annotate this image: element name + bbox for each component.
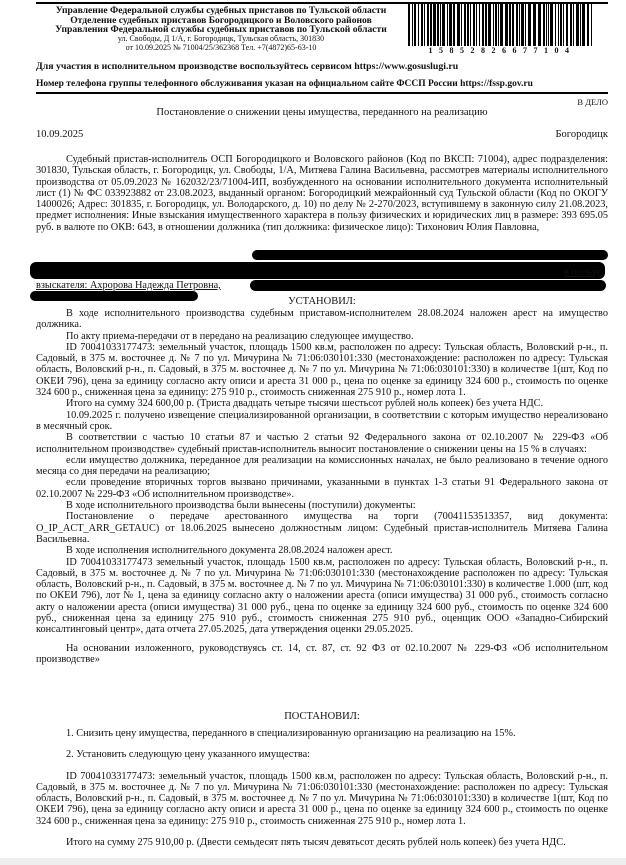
v-delo-mark: В ДЕЛО [577, 97, 608, 107]
redaction [252, 250, 608, 260]
established-section [36, 308, 608, 665]
barcode-stripe [550, 4, 553, 46]
barcode-stripe [421, 4, 423, 46]
document-date: 10.09.2025 [36, 129, 84, 140]
barcode-stripe [473, 4, 475, 46]
barcode-stripe [525, 4, 526, 46]
barcode-stripe [576, 4, 579, 46]
barcode-stripe [412, 4, 413, 46]
established-heading: УСТАНОВИЛ: [288, 296, 356, 307]
barcode-stripe [546, 4, 547, 46]
barcode-stripe [447, 4, 448, 46]
creditor-text: взыскателя: Ахророва Надежда Петровна, [36, 280, 221, 291]
barcode-stripe [461, 4, 462, 46]
barcode-stripe [570, 4, 572, 46]
org-line: Управления Федеральной службы судебных приставов по Тульской области [55, 24, 387, 36]
barcode-stripe [479, 4, 480, 46]
barcode-stripe [424, 4, 425, 46]
resolution-total: Итого на сумму 275 910,00 р. (Двести семьдесят пять тысяч девятьсот десять рублей ноль копеек) без учета НДС. [66, 837, 566, 849]
letterhead [36, 6, 406, 53]
redaction [30, 262, 605, 279]
barcode-stripe [485, 4, 487, 46]
barcode-stripe [488, 4, 491, 46]
paragraph: Постановление о передаче арестованного имущества на торги (70041153513357, вид документа: O_IP_ACT_ARR_GETAUC) от 18.06.2025 вынесено должностным лицом: Судебный пристав-исполнитель Митяева Галина Васильевна. [36, 511, 608, 545]
paragraph: ID 70041033177473 земельный участок, площадь 1500 кв.м, расположен по адресу: Тульская область, Воловский р-н., п. Садовый, в 375 м. восточнее д. № 7 по ул. Мичурина № 71:06:030101:330 (местонахождение расположен по адресу: Тульская область, Воловский р-н., п. Садовый, в 375 м. восточнее д. № 7 по ул. Мичурина № 71:06:030101:330) в количестве 1.000 (шт, код по ОКЕИ 796), лот № 1, цена за единицу согласно акту о наложении ареста (описи имущества) 31 000 руб., стоимость согласно акту о наложении ареста (описи имущества) 31 000 руб., цена по оценке за единицу 324 600 руб., стоимость по оценке 324 600 руб., сниженная цена за единицу 275 910 руб., стоимость сниженная 275 910 руб., оценщик ООО «Западно-Сибирский консалтинговый центр», дата отчета 27.05.2025, дата утверждения оценки 29.05.2025. [36, 556, 608, 636]
barcode-stripe [437, 4, 439, 46]
barcode-stripe [408, 4, 410, 46]
barcode-stripe [433, 4, 436, 46]
barcode-image [408, 4, 596, 46]
org-address: ул. Свободы, Д 1/А, г. Богородицк, Тульская область, 301830 [117, 34, 325, 44]
barcode-stripe [538, 4, 541, 46]
barcode-stripe [476, 4, 477, 46]
intro-paragraph [36, 154, 608, 233]
intro-text: Судебный пристав-исполнитель ОСП Богородицкого и Воловского районов (Код по ВКСП: 71004), адрес подразделения: 301830, Тульская область, г. Богородицк, ул. Свободы, 1/А, Митяева Галина Васильевна, рассмотрев материалы исполнительного производства от 05.09.2023 № 162032/23/71004-ИП, возбужденного на основании исполнительного документа исполнительный лист (1) № ФС 033923882 от 23.08.2023, выданный органом: Богородицкий межрайонный суд Тульской области (Код по ОКОГУ 1400026; Адрес: 301835, г. Богородицк, ул. Володарского, д. 10) по делу № 2-270/2023, вступившему в законную силу 21.08.2023, предмет исполнения: Иные взыскания имущественного характера в пользу физических и юридических лиц в размере: 393 695.05 руб. в валюте по ОКВ: 643, в отношении должника (тип должника: физическое лицо): Тихонович Юлия Павловна, [36, 154, 608, 233]
org-line: Управление Федеральной службы судебных приставов по Тульской области [55, 5, 387, 16]
barcode-stripe [430, 4, 432, 46]
resolution-item: 1. Снизить цену имущества, переданного в специализированную организацию на реализацию на 15%. [66, 728, 516, 739]
barcode-stripe [442, 4, 445, 46]
barcode-stripe [509, 4, 511, 46]
barcode-stripe [555, 4, 556, 46]
org-line: Отделение судебных приставов Богородицкого и Воловского районов [70, 14, 372, 26]
paragraph: В ходе исполнения исполнительного документа 28.08.2024 наложен арест. [66, 545, 393, 557]
barcode-stripe [533, 4, 536, 46]
barcode-stripe [457, 4, 460, 46]
in-favor-text: в пользу [564, 267, 601, 278]
barcode-digits: 15852826677104 [428, 46, 576, 55]
header-rule [36, 92, 608, 94]
paragraph: 10.09.2025 г. получено извещение специализированной организации, в соответствии с которым имущество нереализовано в месячный срок. [36, 409, 608, 432]
barcode-stripe [516, 4, 518, 46]
paragraph: Итого на сумму 324 600,00 р. (Триста двадцать четыре тысячи шестьсот рублей ноль копеек) без учета НДС. [66, 398, 544, 410]
basis-paragraph: На основании изложенного, руководствуясь ст. 14, ст. 87, ст. 92 ФЗ от 02.10.2007 № 229-ФЗ «Об исполнительном производстве» [36, 642, 608, 665]
redaction [250, 280, 606, 291]
barcode-stripe [498, 4, 499, 46]
barcode-stripe [558, 4, 559, 46]
barcode-stripe [512, 4, 514, 46]
barcode-stripe [427, 4, 429, 46]
page-bottom-edge [0, 858, 626, 865]
barcode-stripe [548, 4, 549, 46]
barcode-stripe [470, 4, 471, 46]
phone-note: Номер телефона группы телефонного обслуживания указан на официальном сайте ФССП России https://fssp.gov.ru [36, 79, 533, 89]
barcode-stripe [582, 4, 585, 46]
barcode-stripe [464, 4, 466, 46]
barcode-stripe [449, 4, 452, 46]
paragraph: По акту приема-передачи от в передано на реализацию следующее имущество. [66, 330, 414, 342]
paragraph: В ходе исполнительного производства судебным приставом-исполнителем 28.08.2024 наложен арест на имущество должника. [36, 308, 608, 331]
barcode-stripe [560, 4, 562, 46]
barcode-stripe [587, 4, 589, 46]
barcode-stripe [528, 4, 531, 46]
paragraph: В соответствии с частью 10 статьи 87 и частью 2 статьи 92 Федерального закона от 02.10.2007 № 229-ФЗ «Об исполнительном производстве» судебный пристав-исполнитель выносит постановление о снижении цены на 15 % в случаях: [36, 432, 608, 455]
barcode-stripe [505, 4, 508, 46]
barcode-stripe [591, 4, 592, 46]
barcode-stripe [519, 4, 520, 46]
gosuslugi-note: Для участия в исполнительном производстве воспользуйтесь сервисом https://www.gosuslugi.ru [36, 61, 459, 72]
barcode-stripe [500, 4, 503, 46]
paragraph: если проведение вторичных торгов вызвано причинами, указанными в пунктах 1-3 статьи 91 Федерального закона от 02.10.2007 № 229-ФЗ «Об исполнительном производстве». [36, 477, 608, 500]
resolved-section [36, 728, 608, 848]
barcode-stripe [418, 4, 419, 46]
barcode-stripe [563, 4, 564, 46]
barcode-stripe [414, 4, 416, 46]
paragraph: ID 70041033177473: земельный участок, площадь 1500 кв.м, расположен по адресу: Тульская область, Воловский р-н., п. Садовый, в 375 м. восточнее д. № 7 по ул. Мичурина № 71:06:030101:330 (местонахождение: расположен по адресу: Тульская область, Воловский р-н., п. Садовый, в 375 м. восточнее д. № 7 по ул. Мичурина № 71:06:030101:330) в количестве 1(шт, Код по ОКЕИ 796), цена за единицу согласно акту описи и ареста 31 000 р., цена по оценке за единицу 324 600 р., стоимость по оценке 324 600 р., сниженная цена за единицу: 275 910 р., стоимость сниженная 275 910 р., номер лота 1. [36, 341, 608, 399]
barcode-stripe [573, 4, 574, 46]
barcode-stripe [453, 4, 455, 46]
barcode-stripe [467, 4, 469, 46]
document-city: Богородицк [555, 129, 608, 140]
barcode-stripe [566, 4, 568, 46]
barcode-stripe [495, 4, 497, 46]
resolution-item: ID 70041033177473: земельный участок, площадь 1500 кв.м, расположен по адресу: Тульская область, Воловский р-н., п. Садовый, в 375 м. восточнее д. № 7 по ул. Мичурина № 71:06:030101:330 (местонахождение: расположен по адресу: Тульская область, Воловский р-н., п. Садовый, в 375 м. восточнее д. № 7 по ул. Мичурина № 71:06:030101:330) в количестве 1(шт, Код по ОКЕИ 796), цена за единицу согласно акту описи и ареста 31 000 р., цена по оценке за единицу 324 600 р., стоимость по оценке 324 600 р., сниженная цена за единицу: 275 910 р., стоимость сниженная 275 910 р., номер лота 1. [36, 770, 608, 827]
resolved-heading: ПОСТАНОВИЛ: [284, 711, 360, 722]
barcode-stripe [521, 4, 524, 46]
doc-reference: от 10.09.2025 № 71004/25/362368 Тел. +7(4872)65-63-10 [125, 42, 317, 52]
barcode-stripe [440, 4, 441, 46]
barcode-stripe [482, 4, 484, 46]
paragraph: если имущество должника, переданное для реализации на комиссионных началах, не было реализовано в течение одного месяца со дня передачи на реализацию; [36, 454, 608, 478]
resolution-item: 2. Установить следующую цену указанного имущества: [66, 749, 311, 761]
paragraph: В ходе исполнительного производства были вынесены (поступили) документы: [66, 500, 416, 512]
barcode-stripe [493, 4, 494, 46]
document-title: Постановление о снижении цены имущества, переданного на реализацию [156, 107, 488, 118]
barcode-stripe [543, 4, 545, 46]
barcode-stripe [580, 4, 581, 46]
